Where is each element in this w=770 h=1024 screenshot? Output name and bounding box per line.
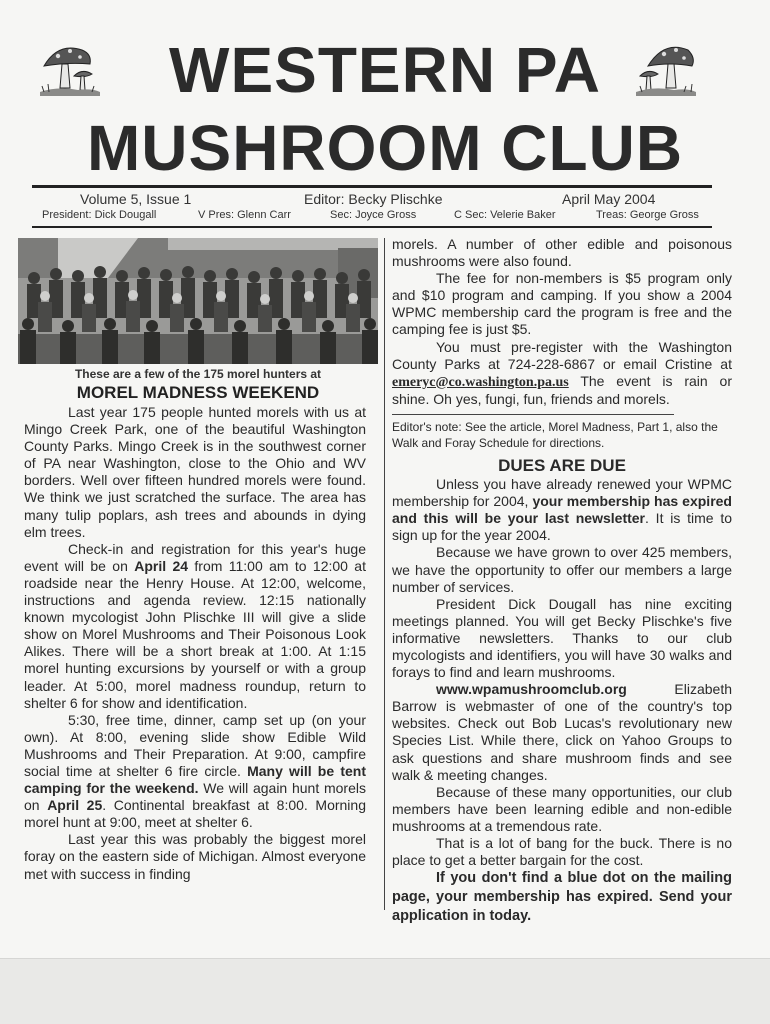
- morel-madness-heading: MOREL MADNESS WEEKEND: [76, 383, 320, 402]
- morel-paragraph-4: Last year this was probably the biggest morel foray on the eastern side of Michigan. Almost everyone met with success in finding: [24, 831, 366, 882]
- issue-date: April May 2004: [562, 191, 656, 207]
- morel-article-left: [24, 404, 366, 883]
- dues-text: Elizabeth Barrow is webmaster of one of the country's top websites. Check out Bob Lucas's revolutionary new Species List. While there, click on Yahoo Groups to ask questions and share mushroom finds and see walk & meeting changes.: [392, 681, 732, 783]
- morel-continued: morels. A number of other edible and poisonous mushrooms were also found.: [392, 236, 732, 270]
- officer-secretary: Sec: Joyce Gross: [330, 209, 417, 221]
- morel-date-april-25: April 25: [47, 797, 103, 814]
- morel-paragraph-2: [24, 541, 366, 712]
- club-website-link[interactable]: www.wpamushroomclub.org: [436, 681, 627, 698]
- email-link[interactable]: emeryc@co.washington.pa.us: [392, 374, 569, 390]
- dues-text: . It is time to sign up for the year 2004.: [392, 510, 732, 544]
- dues-expired-note: your membership has expired and this will be your last newsletter: [392, 493, 732, 527]
- morel-text: Check-in and registration for this year's huge event will be on: [24, 540, 366, 574]
- dues-text: Unless you have already renewed your WPMC membership for 2004,: [392, 476, 732, 510]
- dues-paragraph-1: [392, 476, 732, 544]
- group-photo: [18, 238, 378, 364]
- dues-paragraph-5: Because of these many opportunities, our club members have been learning edible and non-edible mushrooms at a tremendous rate.: [392, 783, 732, 834]
- masthead-rule-top: [32, 185, 712, 188]
- morel-camping-note: Many will be tent camping for the weekend.: [24, 762, 366, 797]
- morel-text: We will again hunt morels on: [24, 780, 366, 814]
- dues-paragraph-2: Because we have grown to over 425 members, we have the opportunity to offer our members a large number of services.: [392, 544, 732, 595]
- dues-paragraph-7: If you don't find a blue dot on the mailing page, your membership has expired. Send your application in today.: [392, 870, 732, 925]
- column-divider: [384, 238, 385, 910]
- photo-caption: These are a few of the 175 morel hunters at: [74, 367, 322, 381]
- editors-note: Editor's note: See the article, Morel Madness, Part 1, also the Walk and Foray Schedule for directions.: [392, 419, 718, 450]
- masthead-rule-bottom: [32, 226, 712, 228]
- officer-treasurer: Treas: George Gross: [596, 209, 699, 221]
- morel-text: 5:30, free time, dinner, camp set up (on your own). At 8:00, evening slide show Edible Wild Mushrooms and Their Preparation. At 9:00, campfire social time at shelter 6 fire circle.: [24, 711, 366, 779]
- morel-paragraph-1: Last year 175 people hunted morels with us at Mingo Creek Park, one of the beautiful Washington County Parks. Mingo Creek is in the southwest corner of PA near Washington, close to the Ohio and WV borders. Well over fifteen hundred morels were found. We think we just scratched the surface. The area has many tulip poplars, ash trees and abounds in dying elm trees.: [24, 404, 366, 540]
- officer-vice-president: V Pres: Glenn Carr: [198, 209, 291, 221]
- dues-paragraph-6: That is a lot of bang for the buck. There is no place to get a better bargain for the cost.: [392, 835, 732, 869]
- morel-fee-paragraph: The fee for non-members is $5 program only and $10 program and camping. If you show a 2004 WPMC membership card the program is free and the camping fee is just $5.: [392, 270, 732, 338]
- dues-heading: DUES ARE DUE: [498, 455, 626, 475]
- right-column: [392, 236, 732, 926]
- scan-edge-line: [0, 958, 770, 959]
- dues-paragraph-3: President Dick Dougall has nine exciting meetings planned. You will get Becky Plischke's five informative newsletters. Thanks to our club mycologists and identifiers, you will have 30 walks and forays to find and learn mushrooms.: [392, 595, 732, 681]
- morel-register-paragraph: [392, 339, 732, 408]
- officer-corresponding-secretary: C Sec: Velerie Baker: [454, 209, 556, 221]
- morel-text: The event is rain or shine. Oh yes, fungi, fun, friends and morels.: [392, 372, 732, 407]
- scan-bottom-margin: [0, 958, 770, 1024]
- morel-text: from 11:00 am to 12:00 at roadside near the Henry House. At 12:00, welcome, instructions and agenda review. 12:15 nationally known mycologist John Plischke III will give a slide show on Morel Mushrooms and Their Poisonous Look Alikes. There will be a short break at 1:00. At 1:15 morel hunting excursions by yourself or with a group leader. At 5:00, morel madness roundup, return to shelter 6 for show and identification.: [24, 557, 366, 711]
- editors-note-rule: [392, 414, 674, 415]
- morel-text: You must pre-register with the Washington County Parks at 724-228-6867 or email Cristine at: [392, 338, 732, 372]
- masthead-title-line2: MUSHROOM CLUB: [86, 112, 684, 184]
- morel-paragraph-3: [24, 712, 366, 832]
- volume-issue: Volume 5, Issue 1: [80, 191, 192, 207]
- officer-president: President: Dick Dougall: [42, 209, 157, 221]
- morel-text: . Continental breakfast at 8:00. Morning morel hunt at 9:00, meet at shelter 6.: [24, 797, 366, 831]
- editor-credit: Editor: Becky Plischke: [304, 191, 443, 207]
- morel-date-april-24: April 24: [134, 557, 189, 574]
- dues-paragraph-4: [392, 681, 732, 784]
- masthead-title-line1: WESTERN PA: [169, 34, 601, 106]
